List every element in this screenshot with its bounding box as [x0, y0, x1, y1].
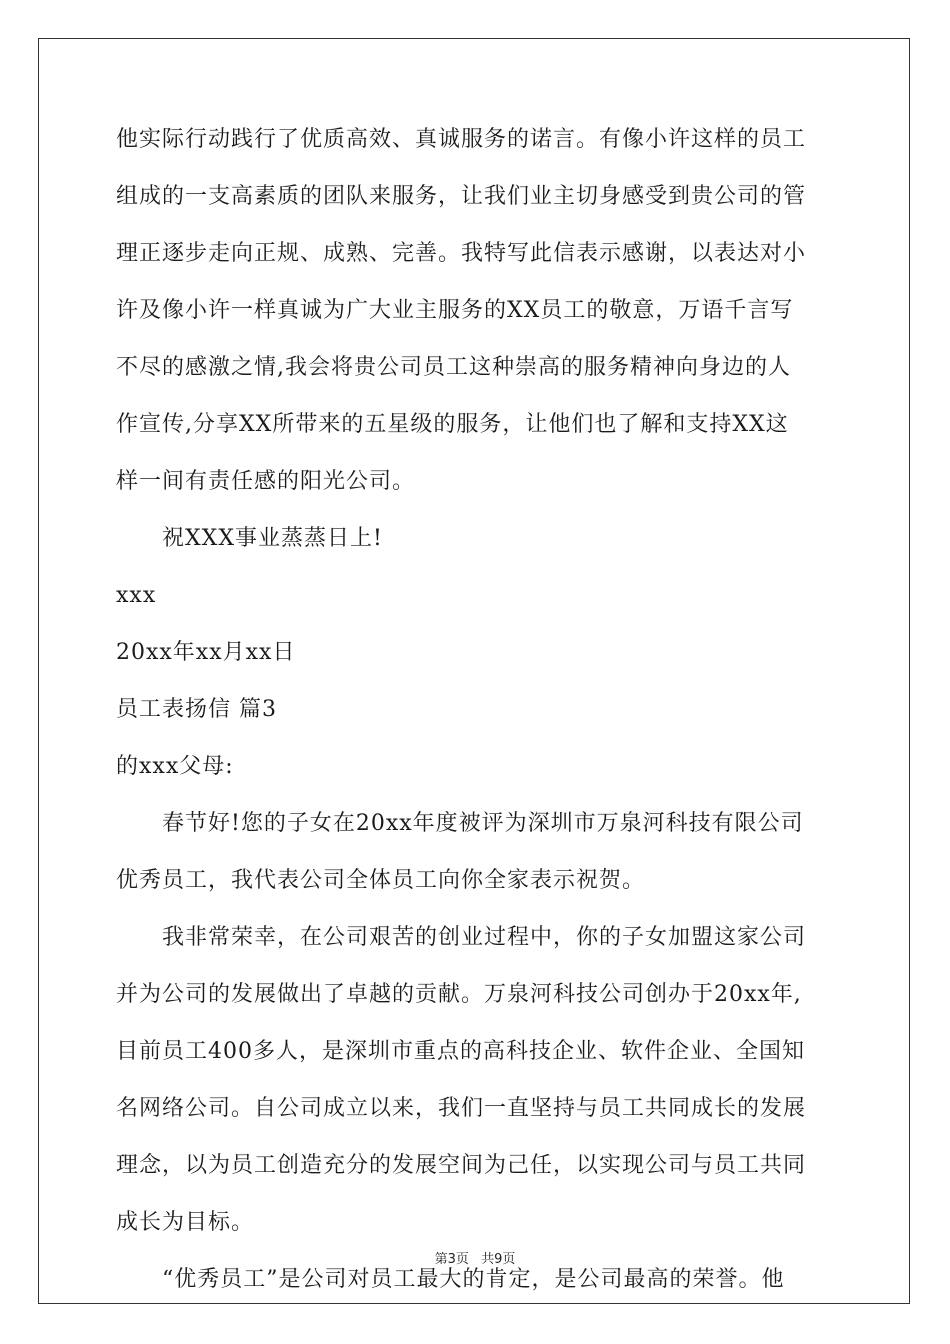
signature-name: xxx: [116, 583, 157, 608]
text-line: 名网络公司。自公司成立以来，我们一直坚持与员工共同成长的发展: [116, 1096, 807, 1121]
salutation: 的xxx父母:: [116, 754, 234, 779]
text-line: 作宣传,分享XX所带来的五星级的服务，让他们也了解和支持XX这: [116, 412, 789, 437]
page-number: 第3页: [434, 1252, 469, 1267]
text-line: 样一间有责任感的阳光公司。: [116, 469, 416, 494]
signature-date: 20xx年xx月xx日: [116, 640, 296, 665]
text-line: 他实际行动践行了优质高效、真诚服务的诺言。有像小许这样的员工: [116, 127, 807, 152]
text-line: 组成的一支高素质的团队来服务，让我们业主切身感受到贵公司的管: [116, 184, 807, 209]
text-line: 目前员工400多人，是深圳市重点的高科技企业、软件企业、全国知: [116, 1039, 805, 1064]
section-heading: 员工表扬信 篇3: [116, 697, 277, 722]
page-footer: [0, 1248, 950, 1267]
text-line: 祝XXX事业蒸蒸日上!: [116, 526, 383, 551]
text-line: 理念，以为员工创造充分的发展空间为己任，以实现公司与员工共同: [116, 1153, 807, 1178]
text-line: 并为公司的发展做出了卓越的贡献。万泉河科技公司创办于20xx年,: [116, 982, 802, 1007]
text-line: 不尽的感激之情,我会将贵公司员工这种崇高的服务精神向身边的人: [116, 355, 791, 380]
text-line: 优秀员工，我代表公司全体员工向你全家表示祝贺。: [116, 868, 646, 893]
text-line: 许及像小许一样真诚为广大业主服务的XX员工的敬意，万语千言写: [116, 298, 794, 323]
text-line: 成长为目标。: [116, 1210, 255, 1235]
text-line: 我非常荣幸，在公司艰苦的创业过程中，你的子女加盟这家公司: [116, 925, 807, 950]
text-line: 春节好!您的子女在20xx年度被评为深圳市万泉河科技有限公司: [116, 811, 804, 836]
page-total: 共9页: [481, 1252, 516, 1267]
text-line: 理正逐步走向正规、成熟、完善。我特写此信表示感谢，以表达对小: [116, 241, 807, 266]
text-line: “优秀员工”是公司对员工最大的肯定，是公司最高的荣誉。他: [116, 1267, 785, 1292]
